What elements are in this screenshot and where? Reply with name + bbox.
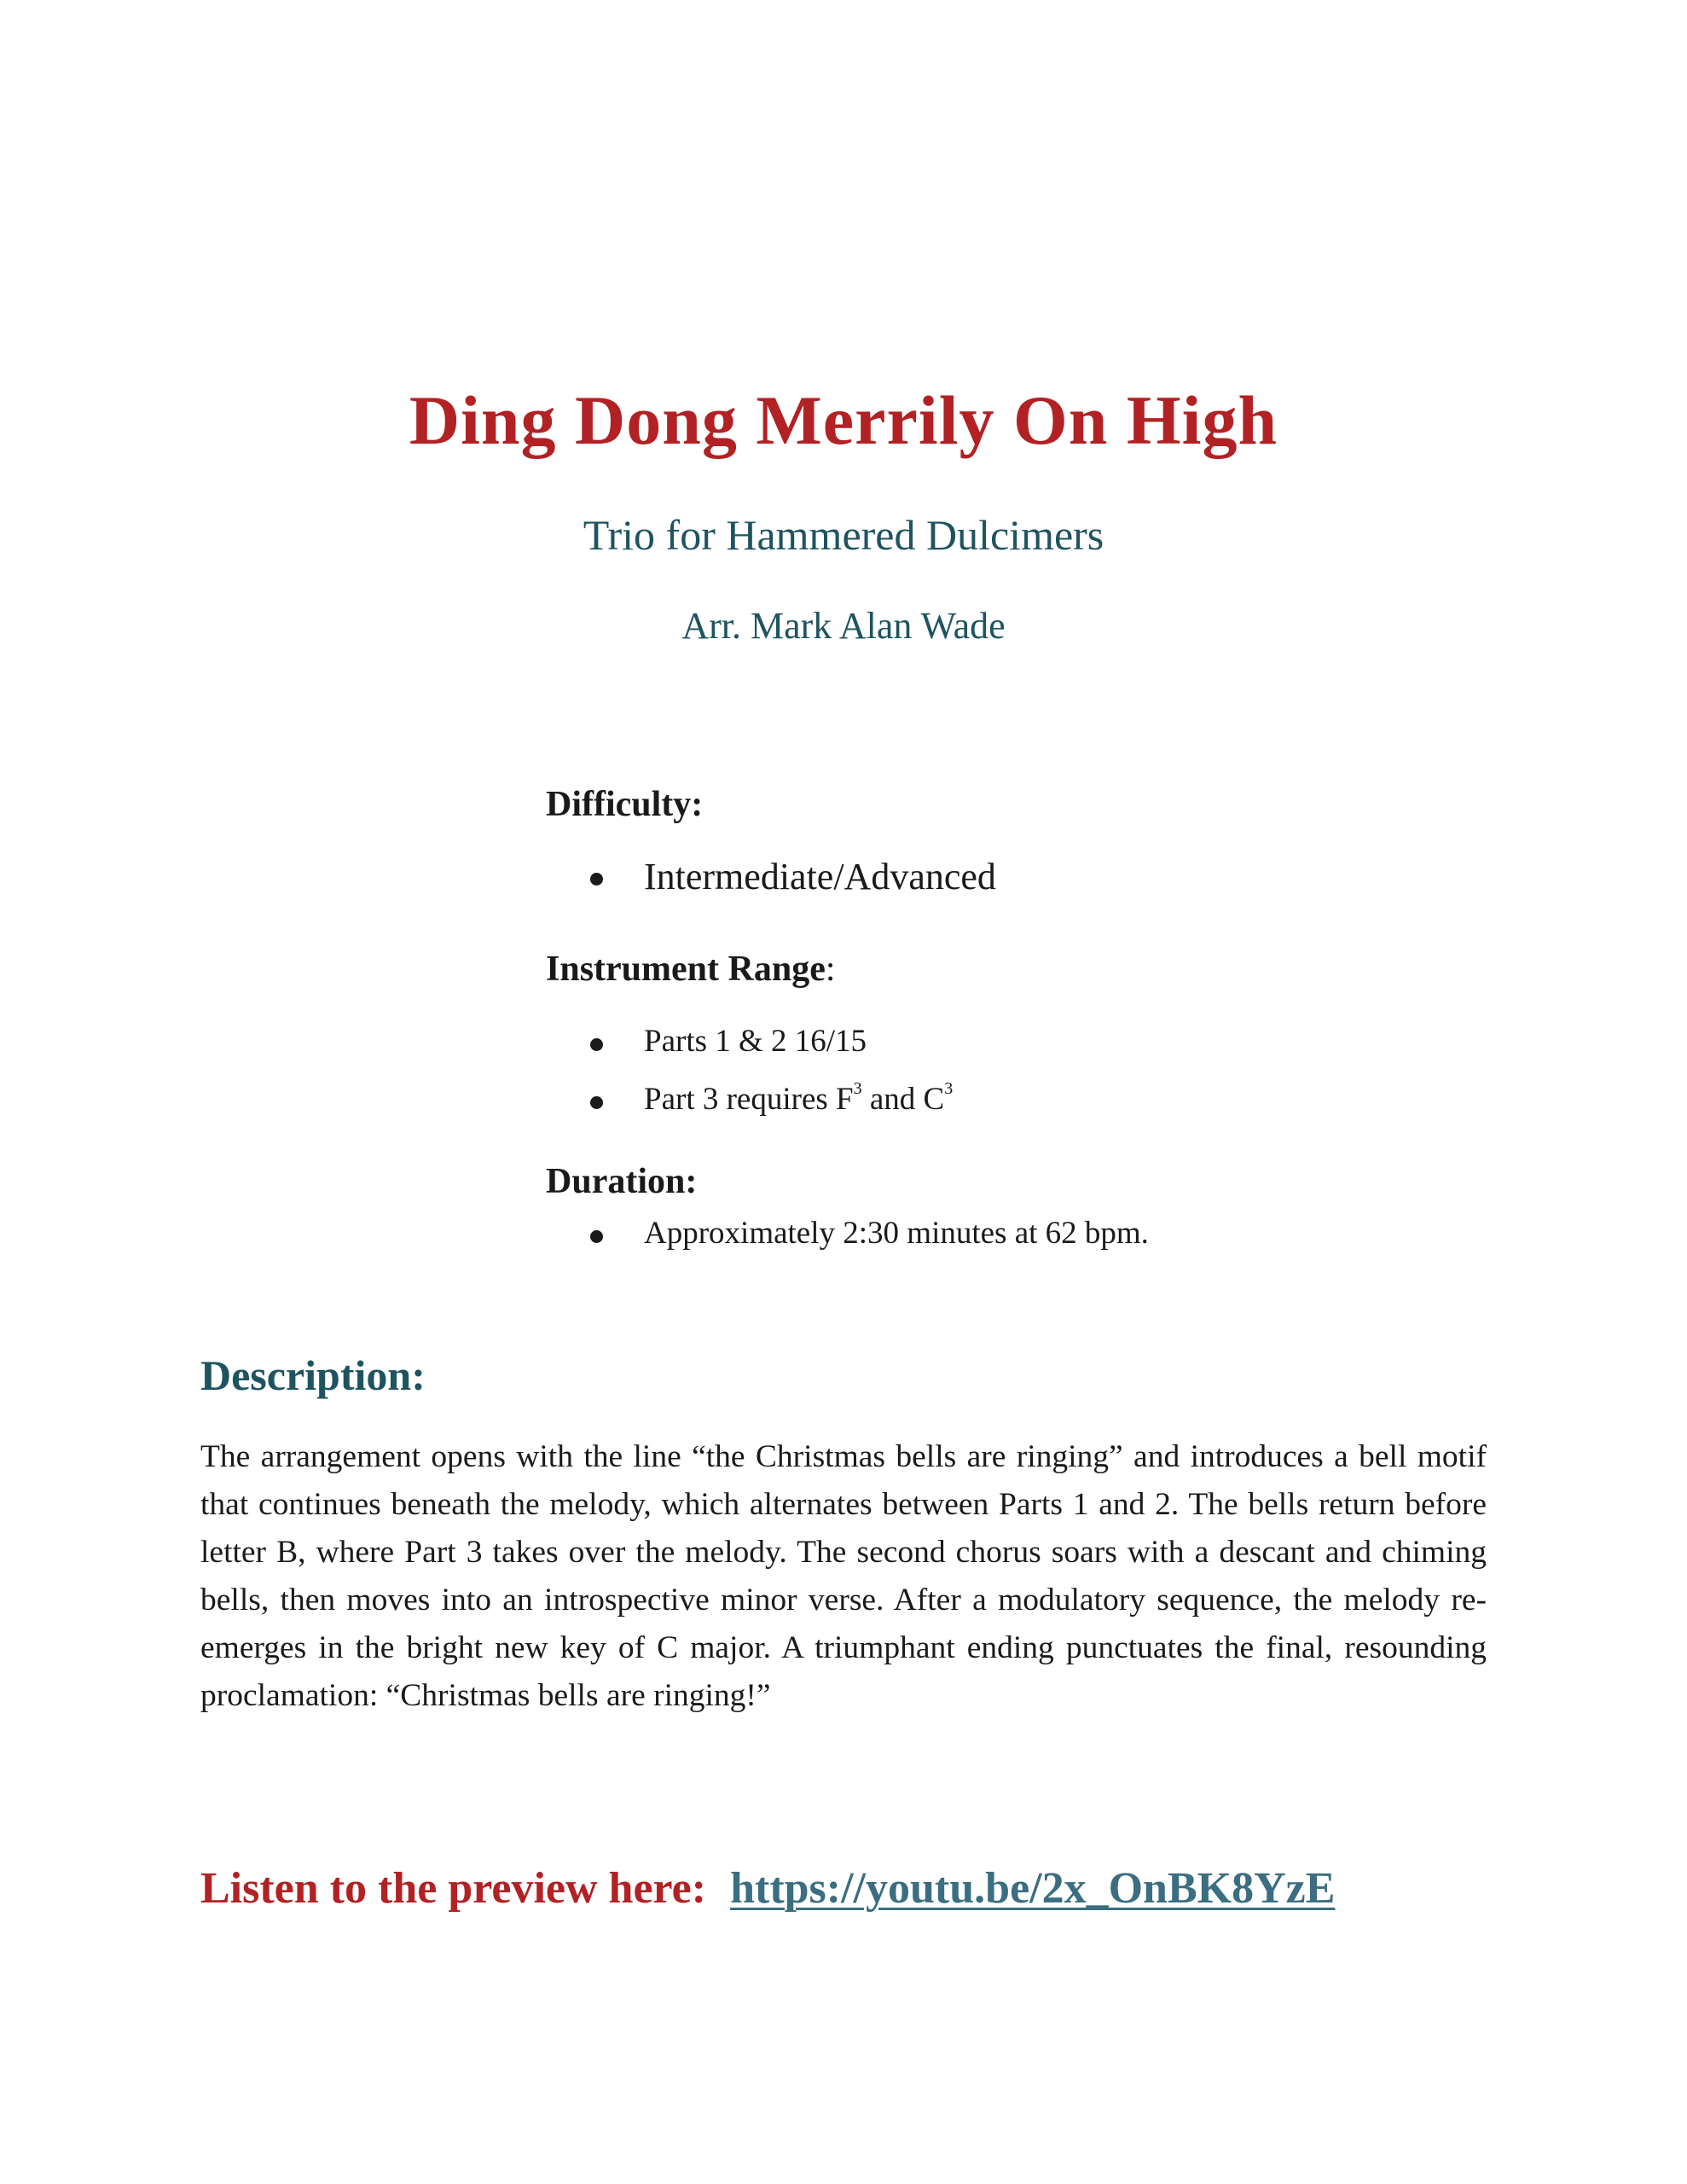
preview-line	[200, 1864, 1522, 1913]
piece-info	[546, 785, 1399, 1252]
duration-heading: Duration:	[546, 1162, 698, 1202]
list-item	[546, 1217, 1399, 1252]
octave-superscript: 3	[853, 1079, 862, 1099]
instrument-range-heading-text: Instrument Range	[546, 949, 826, 989]
list-item	[546, 1025, 1399, 1060]
page-subtitle: Trio for Hammered Dulcimers	[583, 511, 1104, 559]
range-parts-1-2: Parts 1 & 2 16/15	[644, 1023, 867, 1059]
duration-list	[546, 1217, 1399, 1252]
list-item	[546, 1079, 1399, 1118]
page-title: Ding Dong Merrily On High	[409, 381, 1278, 459]
instrument-range-heading	[546, 950, 1399, 989]
bullet-icon	[590, 1230, 603, 1243]
description-heading: Description:	[200, 1351, 426, 1399]
instrument-range-heading-colon: :	[825, 949, 836, 989]
difficulty-value: Intermediate/Advanced	[644, 856, 996, 898]
octave-superscript: 3	[944, 1079, 954, 1099]
preview-link[interactable]: https://youtu.be/2x_OnBK8YzE	[730, 1864, 1336, 1913]
preview-label: Listen to the preview here:	[200, 1864, 707, 1913]
range-part-3-prefix: Part 3 requires F	[644, 1082, 854, 1118]
difficulty-list	[546, 857, 1399, 897]
range-part-3	[644, 1079, 954, 1118]
list-item	[546, 857, 1399, 897]
instrument-range-list	[546, 1025, 1399, 1118]
bullet-icon	[590, 1038, 603, 1051]
duration-value: Approximately 2:30 minutes at 62 bpm.	[644, 1216, 1149, 1252]
bullet-icon	[590, 1096, 603, 1109]
description-body: The arrangement opens with the line “the Christmas bells are ringing” and introduces a bell motif that continues beneath the melody, which alternates between Parts 1 and 2. The bells return before letter B, where Part 3 takes over the melody. The second chorus soars with a descant and chiming bells, then moves into an introspective minor verse. After a modulatory sequence, the melody re-emerges in the bright new key of C major. A triumphant ending punctuates the final, resounding proclamation: “Christmas bells are ringing!”	[200, 1439, 1487, 1713]
difficulty-heading: Difficulty:	[546, 785, 704, 824]
arranger-credit: Arr. Mark Alan Wade	[681, 605, 1006, 647]
range-part-3-middle: and C	[861, 1082, 945, 1118]
bullet-icon	[590, 873, 603, 886]
